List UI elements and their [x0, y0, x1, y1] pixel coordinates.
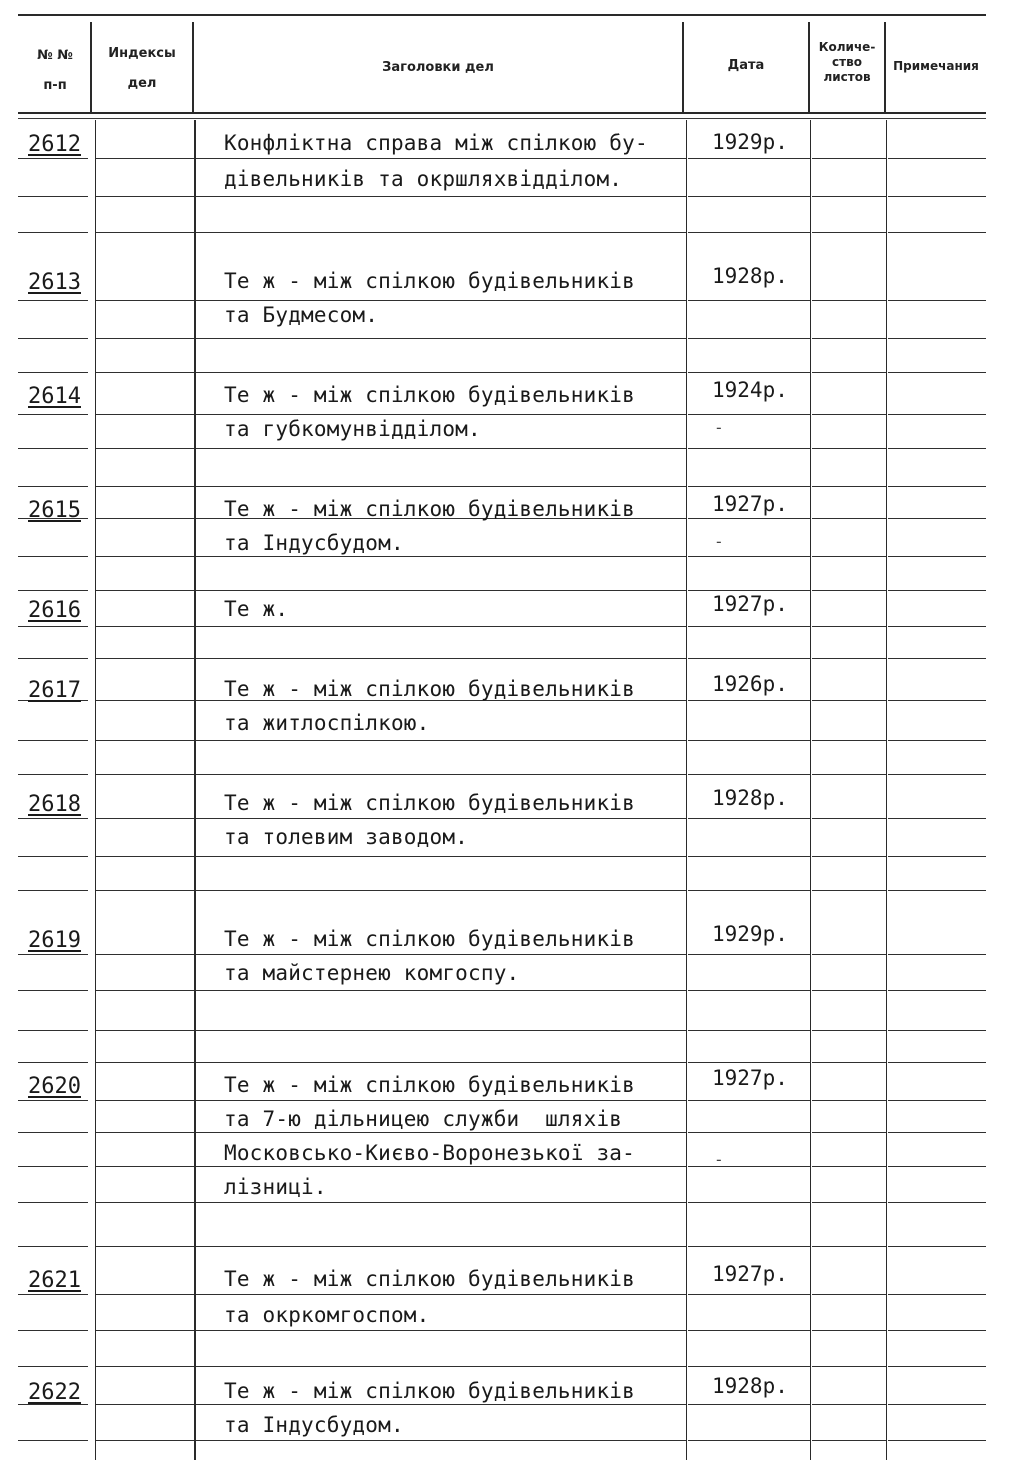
ledger-line: [18, 1030, 88, 1031]
ledger-line: [888, 1440, 986, 1441]
ledger-line: [688, 1202, 810, 1203]
ledger-line: [96, 232, 194, 233]
ledger-line: [812, 1166, 886, 1167]
ledger-line: [812, 626, 886, 627]
ledger-line: [812, 740, 886, 741]
record-number: 2619: [28, 928, 81, 953]
ledger-line: [688, 232, 810, 233]
record-number: 2618: [28, 792, 81, 817]
ledger-line: [96, 954, 194, 955]
record-number: 2617: [28, 678, 81, 703]
header-index-line2: дел: [127, 76, 157, 91]
record-number: 2613: [28, 270, 81, 295]
ledger-line: [96, 700, 194, 701]
ledger-line: [688, 372, 810, 373]
ledger-line: [18, 890, 88, 891]
ledger-line: [812, 158, 886, 159]
ledger-line: [18, 1202, 88, 1203]
ledger-line: [812, 1062, 886, 1063]
ledger-line: [18, 1132, 88, 1133]
ledger-line: [812, 1330, 886, 1331]
ledger-line: [688, 818, 810, 819]
ledger-line: [18, 1166, 88, 1167]
ledger-line: [688, 890, 810, 891]
ledger-line: [96, 1294, 194, 1295]
ledger-line: [888, 1030, 986, 1031]
record-title-line: Те ж - мiж спiлкою будiвельникiв: [224, 1379, 635, 1403]
ledger-line: [196, 338, 686, 339]
ledger-line: [96, 818, 194, 819]
ledger-line: [96, 990, 194, 991]
ledger-line: [196, 486, 686, 487]
ledger-line: [812, 556, 886, 557]
ledger-line: [888, 590, 986, 591]
ledger-line: [196, 626, 686, 627]
ledger-line: [688, 590, 810, 591]
ledger-line: [812, 372, 886, 373]
ledger-line: [812, 1404, 886, 1405]
record-title-line: Те ж.: [224, 597, 289, 621]
record-number: 2614: [28, 384, 81, 409]
ledger-line: [96, 890, 194, 891]
ledger-line: [18, 990, 88, 991]
record-number: 2621: [28, 1268, 81, 1293]
ledger-line: [196, 590, 686, 591]
ledger-line: [196, 890, 686, 891]
ledger-line: [96, 448, 194, 449]
ledger-line: [96, 1202, 194, 1203]
record-date: 1929р.: [712, 130, 788, 154]
header-bottom-border: [18, 112, 986, 114]
ledger-line: [888, 338, 986, 339]
ledger-line: [812, 300, 886, 301]
ledger-line: [96, 590, 194, 591]
record-title-line: та майстернею комгоспу.: [224, 961, 520, 985]
header-top-border: [18, 14, 986, 16]
ledger-line: [888, 856, 986, 857]
ledger-line: [888, 232, 986, 233]
ledger-line: [688, 740, 810, 741]
ledger-line: [688, 1166, 810, 1167]
ledger-line: [96, 1100, 194, 1101]
header-index-line1: Индексы: [108, 46, 176, 61]
ditto-dash: -: [714, 532, 724, 551]
ledger-line: [96, 1030, 194, 1031]
ledger-line: [18, 658, 88, 659]
ledger-line: [688, 1100, 810, 1101]
ledger-line: [688, 1062, 810, 1063]
ledger-line: [18, 818, 88, 819]
record-date: 1928р.: [712, 1374, 788, 1398]
record-title-line: Те ж - мiж спiлкою будiвельникiв: [224, 927, 635, 951]
record-title-line: та губкомунвiддiлом.: [224, 417, 481, 441]
record-title-line: Те ж - мiж спiлкою будiвельникiв: [224, 269, 635, 293]
ledger-line: [812, 1366, 886, 1367]
ledger-line: [18, 300, 88, 301]
ledger-line: [812, 990, 886, 991]
record-date: 1927р.: [712, 492, 788, 516]
column-divider: [95, 120, 96, 1460]
ledger-line: [888, 486, 986, 487]
column-divider: [810, 120, 811, 1460]
ledger-line: [812, 818, 886, 819]
record-title-line: лiзницi.: [224, 1175, 327, 1199]
ledger-line: [96, 658, 194, 659]
record-number: 2616: [28, 598, 81, 623]
ledger-line: [888, 658, 986, 659]
record-title-line: дiвельникiв та окршляхвiддiлом.: [224, 167, 623, 191]
ledger-line: [812, 1202, 886, 1203]
record-title-line: Московсько-Києво-Воронезької за-: [224, 1141, 635, 1165]
ledger-line: [18, 590, 88, 591]
ledger-line: [96, 1132, 194, 1133]
ledger-line: [18, 232, 88, 233]
record-date: 1926р.: [712, 672, 788, 696]
ledger-line: [888, 1166, 986, 1167]
ledger-line: [888, 1062, 986, 1063]
ledger-line: [196, 774, 686, 775]
ledger-line: [96, 158, 194, 159]
ledger-line: [888, 818, 986, 819]
ledger-line: [688, 448, 810, 449]
ledger-line: [96, 300, 194, 301]
ledger-line: [888, 1330, 986, 1331]
ledger-line: [18, 1330, 88, 1331]
ledger-line: [888, 700, 986, 701]
ledger-line: [888, 414, 986, 415]
ledger-line: [688, 658, 810, 659]
ledger-line: [812, 1440, 886, 1441]
ledger-line: [196, 232, 686, 233]
ledger-line: [18, 372, 88, 373]
ledger-line: [196, 1062, 686, 1063]
record-date: 1927р.: [712, 1262, 788, 1286]
ledger-line: [96, 414, 194, 415]
ledger-line: [688, 1440, 810, 1441]
ledger-line: [96, 556, 194, 557]
ledger-line: [812, 414, 886, 415]
ledger-line: [196, 448, 686, 449]
header-double-border: [18, 118, 986, 119]
ledger-line: [96, 774, 194, 775]
record-title-line: та 7-ю дiльницею служби шляхiв: [224, 1107, 623, 1131]
record-date: 1924р.: [712, 378, 788, 402]
record-title-line: та толевим заводом.: [224, 825, 469, 849]
record-number: 2620: [28, 1074, 81, 1099]
ledger-line: [96, 1062, 194, 1063]
ledger-line: [196, 1366, 686, 1367]
ledger-line: [888, 890, 986, 891]
ledger-line: [812, 232, 886, 233]
ledger-line: [812, 1030, 886, 1031]
ledger-line: [688, 414, 810, 415]
ledger-line: [18, 486, 88, 487]
ledger-line: [888, 196, 986, 197]
ledger-line: [18, 158, 88, 159]
ledger-line: [688, 626, 810, 627]
ledger-line: [688, 338, 810, 339]
ledger-line: [18, 626, 88, 627]
ledger-line: [96, 486, 194, 487]
ledger-line: [688, 1404, 810, 1405]
ledger-line: [688, 1294, 810, 1295]
header-sheet-count: [810, 40, 884, 85]
header-number: [20, 48, 90, 94]
record-date: 1928р.: [712, 264, 788, 288]
ledger-line: [812, 486, 886, 487]
ledger-line: [96, 196, 194, 197]
ledger-line: [688, 856, 810, 857]
record-date: 1929р.: [712, 922, 788, 946]
ledger-line: [888, 300, 986, 301]
ledger-line: [812, 890, 886, 891]
header-date: Дата: [727, 58, 765, 73]
ledger-line: [18, 196, 88, 197]
ledger-line: [18, 774, 88, 775]
ledger-line: [688, 486, 810, 487]
record-date: 1928р.: [712, 786, 788, 810]
ledger-line: [196, 740, 686, 741]
ledger-line: [812, 954, 886, 955]
ledger-line: [888, 556, 986, 557]
ledger-line: [812, 1100, 886, 1101]
record-title-line: та житлоспiлкою.: [224, 711, 430, 735]
ledger-line: [196, 1246, 686, 1247]
ledger-line: [96, 372, 194, 373]
ledger-line: [18, 414, 88, 415]
ledger-line: [18, 740, 88, 741]
ledger-line: [812, 590, 886, 591]
ditto-dash: -: [714, 418, 724, 437]
ledger-line: [196, 990, 686, 991]
ledger-line: [688, 1132, 810, 1133]
ledger-line: [888, 1132, 986, 1133]
ledger-line: [812, 700, 886, 701]
ledger-line: [888, 158, 986, 159]
ledger-line: [812, 1132, 886, 1133]
ledger-line: [688, 1246, 810, 1247]
record-title-line: Конфлiктна справа мiж спiлкою бу-: [224, 131, 648, 155]
ledger-line: [888, 774, 986, 775]
column-divider: [194, 120, 196, 1460]
record-title-line: Те ж - мiж спiлкою будiвельникiв: [224, 497, 635, 521]
ledger-line: [96, 1246, 194, 1247]
header-number-line2: п-п: [43, 78, 67, 93]
record-title-line: та Iндусбудом.: [224, 1413, 404, 1437]
column-divider: [886, 120, 887, 1460]
ledger-line: [688, 774, 810, 775]
ditto-dash: -: [714, 1150, 724, 1169]
header-number-line1: № №: [37, 48, 73, 63]
ledger-line: [888, 1404, 986, 1405]
header-count-line2: ство: [832, 55, 862, 69]
ledger-line: [96, 1366, 194, 1367]
ledger-line: [96, 1404, 194, 1405]
ledger-line: [18, 448, 88, 449]
header-count-line1: Количе-: [818, 40, 876, 54]
ledger-line: [812, 856, 886, 857]
ledger-line: [888, 990, 986, 991]
ledger-line: [888, 518, 986, 519]
ledger-line: [688, 1030, 810, 1031]
record-title-line: Те ж - мiж спiлкою будiвельникiв: [224, 1073, 635, 1097]
ledger-line: [18, 338, 88, 339]
ledger-line: [688, 1366, 810, 1367]
header-title: Заголовки дел: [382, 60, 494, 75]
ledger-line: [18, 1366, 88, 1367]
record-title-line: та окркомгоспом.: [224, 1303, 430, 1327]
ledger-line: [96, 626, 194, 627]
ledger-line: [888, 1294, 986, 1295]
ledger-line: [196, 856, 686, 857]
ledger-line: [688, 196, 810, 197]
ledger-line: [812, 1246, 886, 1247]
record-title-line: та Iндусбудом.: [224, 531, 404, 555]
record-number: 2612: [28, 132, 81, 157]
ledger-line: [96, 740, 194, 741]
ledger-line: [96, 1330, 194, 1331]
ledger-line: [812, 338, 886, 339]
ledger-line: [96, 1440, 194, 1441]
record-title-line: Те ж - мiж спiлкою будiвельникiв: [224, 677, 635, 701]
header-index: [92, 46, 192, 92]
column-divider: [686, 120, 687, 1460]
ledger-line: [688, 990, 810, 991]
ledger-line: [688, 158, 810, 159]
ledger-line: [18, 1440, 88, 1441]
ledger-line: [688, 518, 810, 519]
record-title-line: та Будмесом.: [224, 303, 379, 327]
ledger-line: [888, 1100, 986, 1101]
ledger-line: [96, 1166, 194, 1167]
ledger-line: [812, 448, 886, 449]
ledger-line: [18, 556, 88, 557]
ledger-line: [688, 700, 810, 701]
ledger-line: [812, 196, 886, 197]
ledger-line: [18, 1294, 88, 1295]
record-date: 1927р.: [712, 592, 788, 616]
ledger-line: [888, 1202, 986, 1203]
ledger-line: [888, 1246, 986, 1247]
header-notes: Примечания: [893, 59, 979, 73]
record-number: 2615: [28, 498, 81, 523]
ledger-line: [688, 1330, 810, 1331]
record-date: 1927р.: [712, 1066, 788, 1090]
ledger-line: [96, 856, 194, 857]
ledger-line: [688, 556, 810, 557]
ledger-line: [888, 1366, 986, 1367]
ledger-line: [812, 1294, 886, 1295]
ledger-line: [888, 954, 986, 955]
ledger-line: [18, 1100, 88, 1101]
ledger-line: [888, 740, 986, 741]
ledger-line: [18, 1062, 88, 1063]
ledger-line: [812, 518, 886, 519]
ledger-line: [888, 448, 986, 449]
record-title-line: Те ж - мiж спiлкою будiвельникiв: [224, 383, 635, 407]
ledger-line: [196, 658, 686, 659]
ledger-line: [688, 300, 810, 301]
record-title-line: Те ж - мiж спiлкою будiвельникiв: [224, 1267, 635, 1291]
ledger-line: [688, 954, 810, 955]
ledger-line: [196, 372, 686, 373]
header-count-line3: листов: [823, 70, 871, 84]
record-title-line: Те ж - мiж спiлкою будiвельникiв: [224, 791, 635, 815]
ledger-line: [812, 658, 886, 659]
ledger-line: [96, 518, 194, 519]
ledger-line: [888, 372, 986, 373]
ledger-line: [18, 1246, 88, 1247]
ledger-line: [888, 626, 986, 627]
ledger-line: [18, 856, 88, 857]
ledger-line: [96, 338, 194, 339]
ledger-line: [812, 774, 886, 775]
ledger-line: [196, 196, 686, 197]
ledger-line: [196, 1030, 686, 1031]
record-number: 2622: [28, 1380, 81, 1405]
ledger-line: [18, 954, 88, 955]
